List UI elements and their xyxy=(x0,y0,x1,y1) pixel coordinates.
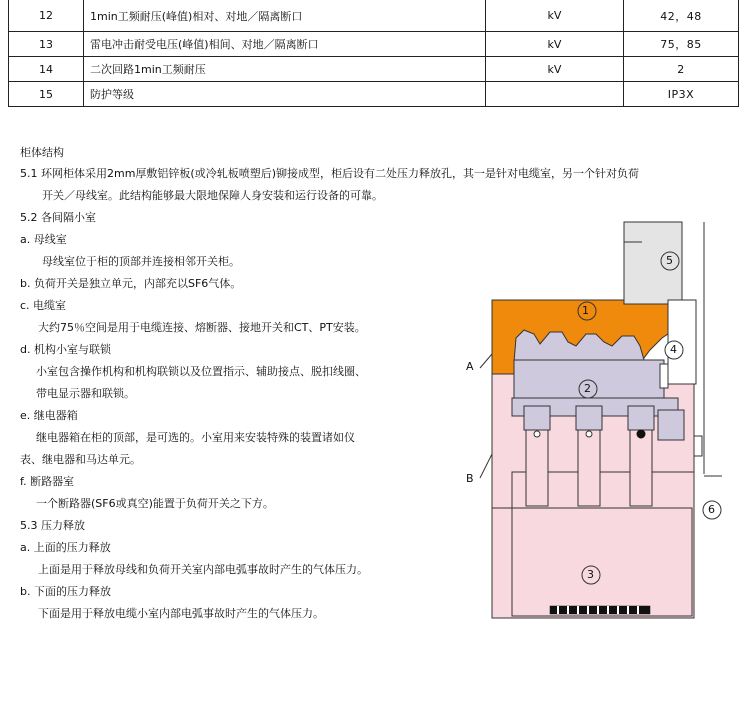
parameter-value: 75，85 xyxy=(624,32,739,57)
parameter-value: 2 xyxy=(624,57,739,82)
lower-cover-panel xyxy=(512,508,692,616)
item-b-text: b. 负荷开关是独立单元，内部充以SF6气体。 xyxy=(20,277,242,290)
mechanism-strip xyxy=(660,364,668,388)
switch-leg xyxy=(524,406,550,430)
heading-5-2: 5.2 各间隔小室 xyxy=(20,211,96,224)
fuse-tube xyxy=(578,430,600,506)
parameter-value: 42，48 xyxy=(624,0,739,32)
row-number: 13 xyxy=(9,32,84,57)
vent-strip xyxy=(550,606,650,614)
parameter-unit: kV xyxy=(486,57,624,82)
earthing-switch xyxy=(658,410,684,440)
marker-3: 3 xyxy=(587,568,594,581)
item-c-text: 大约75％空间是用于电缆连接、熔断器、接地开关和CT、PT安装。 xyxy=(38,321,366,334)
item-d-text2: 带电显示器和联锁。 xyxy=(36,387,135,400)
parameter-unit xyxy=(486,82,624,107)
parameter-name: 1min工频耐压(峰值)相对、对地／隔离断口 xyxy=(84,0,486,32)
item-d-title: d. 机构小室与联锁 xyxy=(20,343,111,356)
switch-leg xyxy=(628,406,654,430)
table-row xyxy=(9,82,739,107)
para-5-1-line2: 开关／母线室。此结构能够最大限地保障人身安装和运行设备的可靠。 xyxy=(42,189,383,202)
leader-line-A xyxy=(480,354,492,368)
table-row xyxy=(9,57,739,82)
row-number: 12 xyxy=(9,0,84,32)
label-b: B xyxy=(466,472,474,485)
item-e-text2: 表、继电器和马达单元。 xyxy=(20,453,141,466)
item-e-title: e. 继电器箱 xyxy=(20,409,78,422)
parameter-name: 防护等级 xyxy=(84,82,486,107)
terminal-dot xyxy=(534,431,540,437)
bracket-small xyxy=(694,436,702,456)
fuse-tube xyxy=(630,430,652,506)
section-title: 柜体结构 xyxy=(20,146,64,159)
leader-line-B xyxy=(480,454,492,478)
terminal-dot xyxy=(586,431,592,437)
switchgear-diagram xyxy=(458,214,750,624)
parameter-name: 雷电冲击耐受电压(峰值)相间、对地／隔离断口 xyxy=(84,32,486,57)
table-row xyxy=(9,32,739,57)
pressure-b-text: 下面是用于释放电缆小室内部电弧事故时产生的气体压力。 xyxy=(38,607,324,620)
para-5-1-line1: 5.1 环网柜体采用2mm厚敷铝锌板(或冷轧板喷塑后)铆接成型，柜后设有二处压力释放孔，其一是针对电缆室，另一个针对负荷 xyxy=(20,167,639,180)
pressure-b-title: b. 下面的压力释放 xyxy=(20,585,111,598)
parameter-name: 二次回路1min工频耐压 xyxy=(84,57,486,82)
item-e-text1: 继电器箱在柜的顶部，是可选的。小室用来安装特殊的装置诸如仪 xyxy=(36,431,355,444)
item-f-title: f. 断路器室 xyxy=(20,475,75,488)
marker-1: 1 xyxy=(582,304,589,317)
parameter-unit: kV xyxy=(486,0,624,32)
marker-5: 5 xyxy=(666,254,673,267)
pressure-a-title: a. 上面的压力释放 xyxy=(20,541,111,554)
marker-2: 2 xyxy=(584,382,591,395)
row-number: 15 xyxy=(9,82,84,107)
item-a-text: 母线室位于柜的顶部并连接相邻开关柜。 xyxy=(42,255,240,268)
parameter-value: IP3X xyxy=(624,82,739,107)
label-a: A xyxy=(466,360,474,373)
switch-leg xyxy=(576,406,602,430)
pressure-a-text: 上面是用于释放母线和负荷开关室内部电弧事故时产生的气体压力。 xyxy=(38,563,368,576)
marker-4: 4 xyxy=(670,343,677,356)
item-d-text1: 小室包含操作机构和机构联锁以及位置指示、辅助接点、脱扣线圈、 xyxy=(36,365,366,378)
spec-table xyxy=(8,0,739,107)
table-row xyxy=(9,0,739,32)
row-number: 14 xyxy=(9,57,84,82)
item-f-text: 一个断路器(SF6或真空)能置于负荷开关之下方。 xyxy=(36,497,274,510)
heading-5-3: 5.3 压力释放 xyxy=(20,519,85,532)
item-c-title: c. 电缆室 xyxy=(20,299,67,312)
fuse-tube xyxy=(526,430,548,506)
marker-6: 6 xyxy=(708,503,715,516)
relay-box xyxy=(624,222,682,304)
parameter-unit: kV xyxy=(486,32,624,57)
item-a-title: a. 母线室 xyxy=(20,233,67,246)
terminal-dot xyxy=(637,430,645,438)
